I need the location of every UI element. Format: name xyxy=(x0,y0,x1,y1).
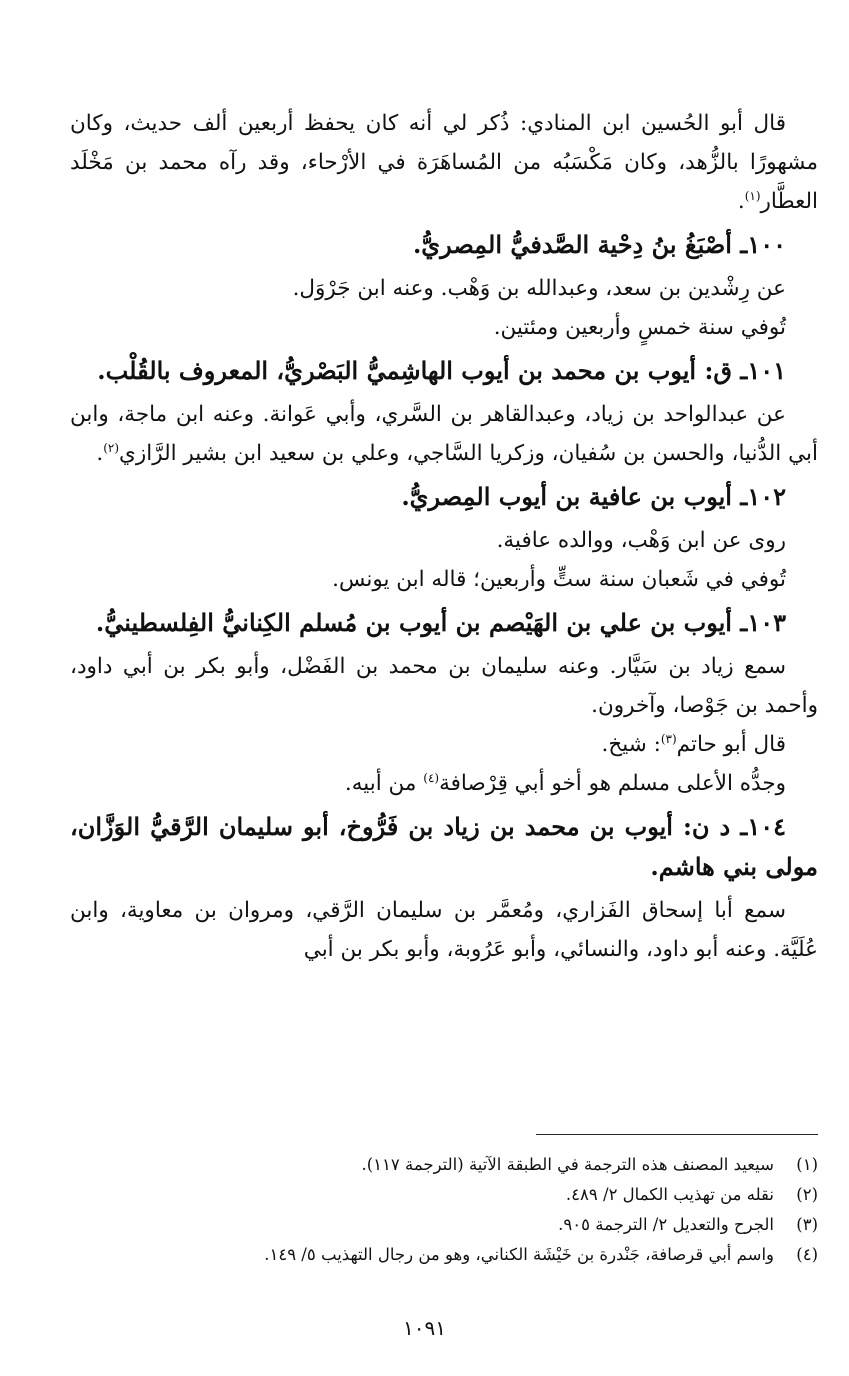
footnote-number: (١) xyxy=(796,1155,818,1174)
footnote-marker: (٢) xyxy=(103,440,120,455)
paragraph: عن رِشْدين بن سعد، وعبدالله بن وَهْب. وعنه ابن جَرْوَل. xyxy=(292,276,786,301)
entry-heading-101: ١٠١ـ ق: أيوب بن محمد بن أيوب الهاشِميُّ البَصْريُّ، المعروف بالقُلْب. xyxy=(97,356,786,385)
main-text xyxy=(70,104,818,969)
footnote xyxy=(70,1240,818,1270)
footnotes xyxy=(70,1150,818,1270)
footnote xyxy=(70,1210,818,1240)
entry-heading-103: ١٠٣ـ أيوب بن علي بن الهَيْصم بن أيوب بن مُسلم الكِنانيُّ الفِلسطينيُّ. xyxy=(95,608,786,637)
footnote-marker: (١) xyxy=(744,188,761,203)
paragraph: سمع أبا إسحاق الفَزاري، ومُعمَّر بن سليمان الرَّقي، ومروان بن معاوية، وابن عُلَيَّة. وعنه أبو داود، والنسائي، وأبو عَرُوبة، وأبو بكر بن أبي xyxy=(70,898,818,962)
paragraph-text: وجدُّه الأعلى مسلم هو أخو أبي قِرْصافة xyxy=(439,771,786,796)
paragraph-text: قال أبو حاتم xyxy=(676,732,786,757)
footnote-divider xyxy=(536,1134,818,1135)
paragraph-intro xyxy=(70,104,818,221)
paragraph-tail: . xyxy=(737,189,745,214)
paragraph-text: عن عبدالواحد بن زياد، وعبدالقاهر بن السَّري، وأبي عَوانة. وعنه ابن ماجة، وابن أبي الدُّنيا، والحسن بن سُفيان، وزكريا السَّاجي، وعلي بن سعيد ابن بشير الرَّازي xyxy=(70,402,818,466)
page-number: ١٠٩١ xyxy=(403,1316,446,1340)
footnote xyxy=(70,1150,818,1180)
entry-heading-100: ١٠٠ـ أصْبَغُ بنُ دِحْية الصَّدفيُّ المِصريُّ. xyxy=(412,230,786,259)
paragraph xyxy=(70,395,818,473)
footnote-text: الجرح والتعديل ٢/ الترجمة ٩٠٥. xyxy=(558,1215,774,1234)
paragraph: تُوفي في شَعبان سنة ستٍّ وأربعين؛ قاله ابن يونس. xyxy=(332,567,786,592)
paragraph-tail: . xyxy=(96,441,104,466)
footnote-number: (٣) xyxy=(796,1215,818,1234)
footnote-marker: (٣) xyxy=(660,731,677,746)
entry-heading-102: ١٠٢ـ أيوب بن عافية بن أيوب المِصريُّ. xyxy=(401,482,786,511)
paragraph xyxy=(70,764,818,803)
footnote-number: (٢) xyxy=(796,1185,818,1204)
footnote-number: (٤) xyxy=(796,1245,818,1264)
paragraph: روى عن ابن وَهْب، ووالده عافية. xyxy=(496,528,786,553)
paragraph xyxy=(70,725,818,764)
paragraph-tail: : شيخ. xyxy=(601,732,661,757)
entry-heading-104: ١٠٤ـ د ن: أيوب بن محمد بن زياد بن فَرُّوخ، أبو سليمان الرَّقيُّ الوَزَّان، مولى بني هاشم. xyxy=(70,812,818,881)
footnote-marker: (٤) xyxy=(423,770,440,785)
paragraph-text: قال أبو الحُسين ابن المنادي: ذُكر لي أنه كان يحفظ أربعين ألف حديث، وكان مشهورًا بالزُّهد، وكان مَكْسَبُه من المُساهَرَة في الأرْحاء، وقد رآه محمد بن مَخْلَد العطَّار xyxy=(70,111,818,214)
paragraph: سمع زياد بن سَيَّار. وعنه سليمان بن محمد بن الفَضْل، وأبو بكر بن أبي داود، وأحمد بن جَوْصا، وآخرون. xyxy=(70,654,818,718)
footnote xyxy=(70,1180,818,1210)
footnote-text: نقله من تهذيب الكمال ٢/ ٤٨٩. xyxy=(565,1185,774,1204)
footnote-text: واسم أبي قرصافة، جَنْدرة بن خَيْشَة الكناني، وهو من رجال التهذيب ٥/ ١٤٩. xyxy=(264,1245,774,1264)
paragraph: تُوفي سنة خمسٍ وأربعين ومئتين. xyxy=(493,315,786,340)
footnote-text: سيعيد المصنف هذه الترجمة في الطبقة الآتية (الترجمة ١١٧). xyxy=(361,1155,774,1174)
paragraph-tail: من أبيه. xyxy=(344,771,424,796)
